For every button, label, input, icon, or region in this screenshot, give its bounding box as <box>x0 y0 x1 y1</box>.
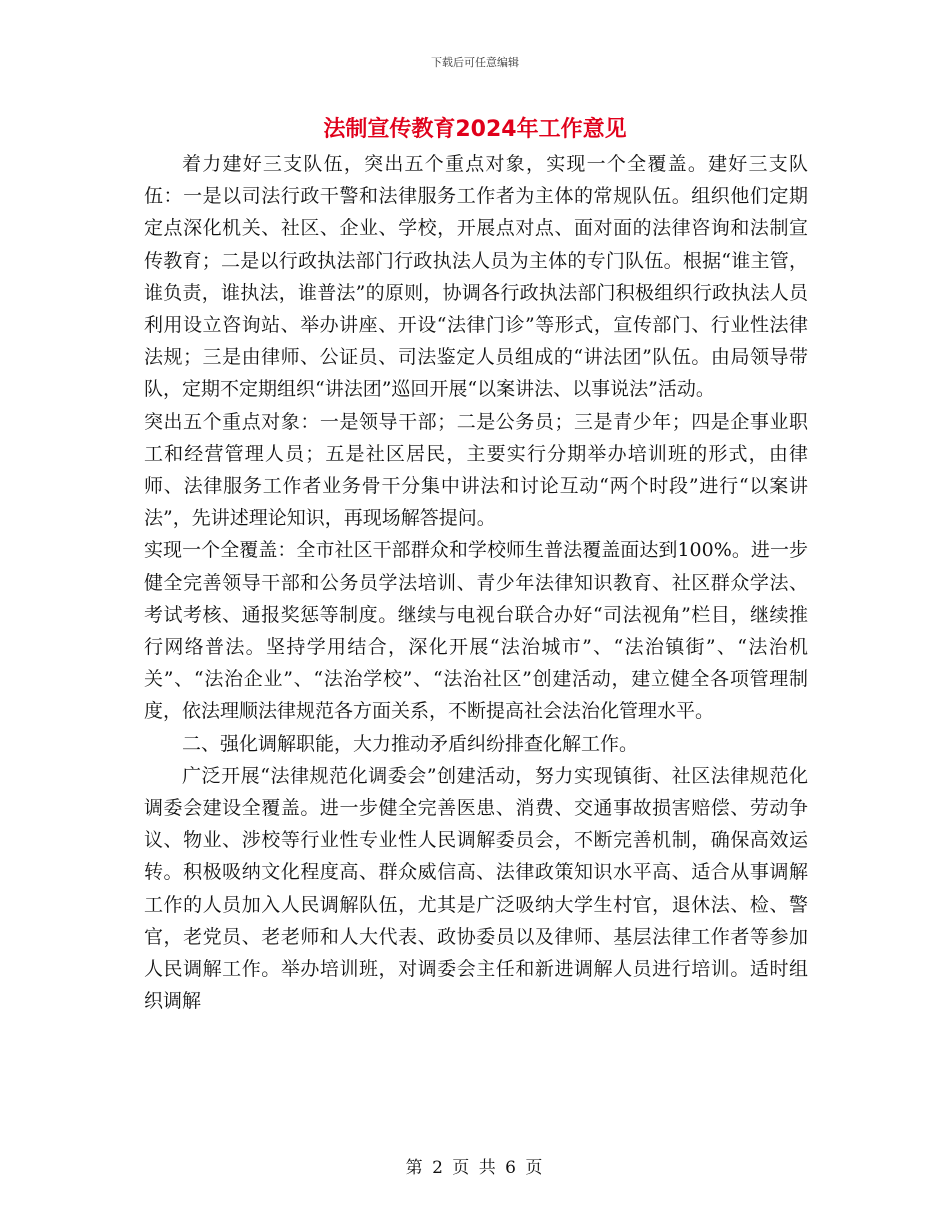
paragraph-three-teams: 着力建好三支队伍，突出五个重点对象，实现一个全覆盖。建好三支队伍：一是以司法行政干警和法律服务工作者为主体的常规队伍。组织他们定期定点深化机关、社区、企业、学校，开展点对点、面对面的法律咨询和法制宣传教育；二是以行政执法部门行政执法人员为主体的专门队伍。根据“谁主管，谁负责，谁执法，谁普法”的原则，协调各行政执法部门积极组织行政执法人员利用设立咨询站、举办讲座、开设“法律门诊”等形式，宣传部门、行业性法律法规；三是由律师、公证员、司法鉴定人员组成的“讲法团”队伍。由局领导带队，定期不定期组织“讲法团”巡回开展“以案讲法、以事说法”活动。 <box>144 153 808 401</box>
paragraph-mediation: 广泛开展“法律规范化调委会”创建活动，努力实现镇街、社区法律规范化调委会建设全覆盖。进一步健全完善医患、消费、交通事故损害赔偿、劳动争议、物业、涉校等行业性专业性人民调解委员会，不断完善机制，确保高效运转。积极吸纳文化程度高、群众威信高、法律政策知识水平高、适合从事调解工作的人员加入人民调解队伍，尤其是广泛吸纳大学生村官，退休法、检、警官，老党员、老老师和人大代表、政协委员以及律师、基层法律工作者等参加人民调解工作。举办培训班，对调委会主任和新进调解人员进行培训。适时组织调解 <box>144 764 808 1013</box>
document-body <box>144 148 808 1017</box>
header-note: 下载后可任意编辑 <box>431 56 519 69</box>
document-title: 法制宣传教育2024年工作意见 <box>323 117 627 142</box>
paragraph-full-coverage: 实现一个全覆盖：全市社区干部群众和学校师生普法覆盖面达到100%。进一步健全完善领导干部和公务员学法培训、青少年法律知识教育、社区群众学法、考试考核、通报奖惩等制度。继续与电视台联合办好“司法视角”栏目，继续推行网络普法。坚持学用结合，深化开展“法治城市”、“法治镇街”、“法治机关”、“法治企业”、“法治学校”、“法治社区”创建活动，建立健全各项管理制度，依法理顺法律规范各方面关系，不断提高社会法治化管理水平。 <box>144 539 808 723</box>
section-heading-mediation: 二、强化调解职能，大力推动矛盾纠纷排查化解工作。 <box>182 732 639 755</box>
paragraph-five-targets: 突出五个重点对象：一是领导干部；二是公务员；三是青少年；四是企事业职工和经营管理人员；五是社区居民，主要实行分期举办培训班的形式，由律师、法律服务工作者业务骨干分集中讲法和讨论互动“两个时段”进行“以案讲法”，先讲述理论知识，再现场解答提问。 <box>144 410 808 530</box>
page-footer: 第 2 页 共 6 页 <box>405 1158 545 1178</box>
